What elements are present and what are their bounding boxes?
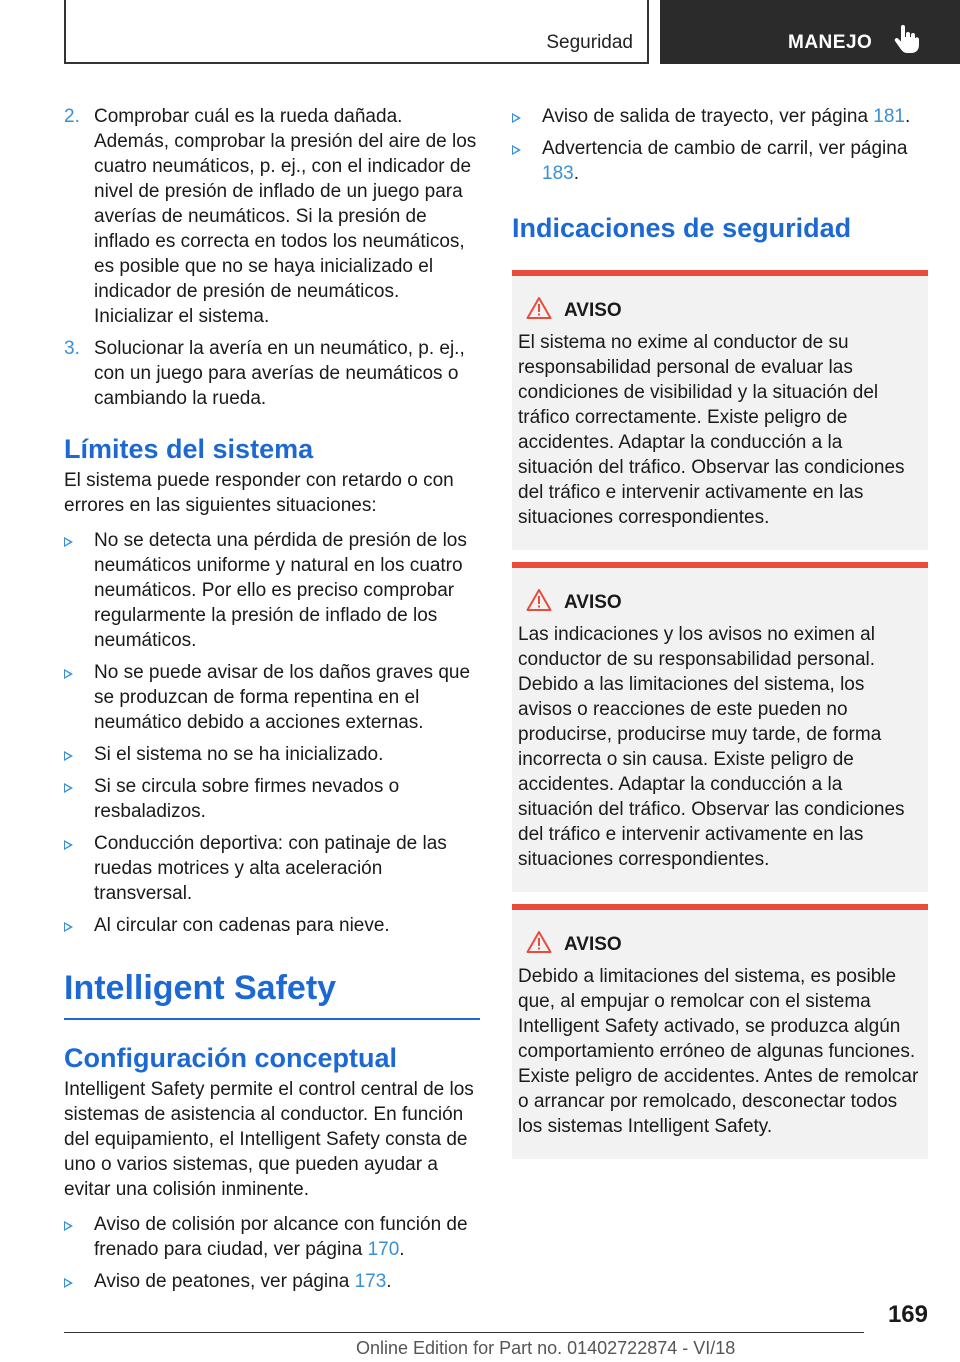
step-text: Comprobar cuál es la rueda dañada. Además, comprobar la presión del aire de los cuatro neumáticos, p. ej., con el indicador de nivel de presión de inflado de un juego para averías de neumáticos. Si la presión de inflado es correcta en todos los neumáticos, es posible que no se haya inicializado el indicador de presión de neumáticos. Inicializar el sistema.	[94, 106, 477, 327]
warning-title: AVISO	[564, 300, 622, 321]
warning-title: AVISO	[564, 934, 622, 955]
warning-box	[512, 270, 928, 550]
list-item-text: No se detecta una pérdida de presión de los neumáticos uniforme y natural en los cuatro neumáticos. Por ello es preciso comprobar regularmente la presión de inflado de los neumáticos.	[94, 530, 467, 651]
list-item-text: Si se circula sobre firmes nevados o resbaladizos.	[94, 776, 400, 822]
list-item-text: Aviso de colisión por alcance con función de frenado para ciudad, ver página	[94, 1214, 468, 1260]
page-number: 169	[887, 1301, 928, 1328]
footer-divider	[64, 1332, 864, 1333]
bullet-triangle-icon	[512, 113, 521, 123]
step-number: 2.	[64, 106, 80, 127]
limits-intro: El sistema puede responder con retardo o con errores en las siguientes situaciones:	[64, 470, 454, 516]
list-item-text: Aviso de peatones, ver página	[94, 1271, 355, 1292]
list-item-text: Aviso de salida de trayecto, ver página	[542, 106, 874, 127]
list-item	[512, 104, 928, 129]
period: .	[386, 1271, 392, 1292]
step-item	[64, 104, 480, 329]
step-item	[64, 336, 480, 411]
period: .	[905, 106, 911, 127]
warning-box	[512, 904, 928, 1159]
page-link[interactable]: 183	[542, 163, 574, 184]
bullet-triangle-icon	[64, 840, 73, 850]
hand-pointer-icon	[892, 24, 920, 54]
list-item-text: Si el sistema no se ha inicializado.	[94, 744, 384, 765]
warning-text: Las indicaciones y los avisos no eximen al conductor de su responsabilidad personal. Debido a las limitaciones del sistema, los avisos o reacciones de este pueden no producirse, producirse muy tarde, de forma incorrecta o sin causa. Existe peligro de accidentes. Adaptar la conducción a la situación del tráfico. Observar las condiciones del tráfico e intervenir activamente en las situaciones correspondientes.	[518, 624, 905, 870]
list-item	[64, 1212, 480, 1262]
limits-heading: Límites del sistema	[64, 434, 314, 464]
page-link[interactable]: 173	[354, 1271, 387, 1292]
safety-heading: Indicaciones de seguridad	[512, 213, 852, 243]
bullet-triangle-icon	[64, 1221, 73, 1231]
warning-triangle-icon	[526, 296, 552, 320]
concept-text: Intelligent Safety permite el control central de los sistemas de asistencia al conductor. En función del equipamiento, el Intelligent Safety consta de uno o varios sistemas, que pueden ayudar a evitar una colisión inminente.	[64, 1079, 474, 1200]
section-title: Seguridad	[546, 32, 633, 53]
bullet-triangle-icon	[64, 669, 73, 679]
main-heading: Intelligent Safety	[64, 968, 480, 1020]
header-section-box	[64, 0, 649, 64]
list-item-text: Advertencia de cambio de carril, ver página	[542, 138, 908, 159]
list-item	[64, 913, 480, 938]
edition-footer: Online Edition for Part no. 01402722874 - VI/18	[356, 1338, 736, 1358]
bullet-triangle-icon	[64, 922, 73, 932]
list-item	[64, 1269, 480, 1294]
step-text: Solucionar la avería en un neumático, p. ej., con un juego para averías de neumáticos o cambiando la rueda.	[94, 338, 465, 409]
bullet-triangle-icon	[64, 537, 73, 547]
bullet-triangle-icon	[512, 145, 521, 155]
warning-title: AVISO	[564, 592, 622, 613]
list-item	[64, 660, 480, 735]
concept-heading: Configuración conceptual	[64, 1043, 398, 1073]
chapter-tab-label: MANEJO	[788, 32, 873, 53]
bullet-triangle-icon	[64, 1278, 73, 1288]
list-item-text: Al circular con cadenas para nieve.	[94, 915, 390, 936]
list-item-text: Conducción deportiva: con patinaje de las ruedas motrices y alta aceleración transversal.	[94, 833, 447, 904]
page-link[interactable]: 181	[873, 106, 905, 127]
warning-text: El sistema no exime al conductor de su responsabilidad personal de evaluar las condiciones de visibilidad y la situación del tráfico correctamente. Existe peligro de accidentes. Adaptar la conducción a la situación del tráfico. Observar las condiciones del tráfico e intervenir activamente en las situaciones correspondientes.	[518, 332, 905, 528]
warning-triangle-icon	[526, 930, 552, 954]
list-item-text: No se puede avisar de los daños graves que se produzcan de forma repentina en el neumático debido a acciones externas.	[94, 662, 471, 733]
list-item	[512, 136, 928, 186]
list-item	[64, 528, 480, 653]
step-number: 3.	[64, 338, 80, 359]
period: .	[573, 163, 579, 184]
bullet-triangle-icon	[64, 783, 73, 793]
period: .	[399, 1239, 405, 1260]
bullet-triangle-icon	[64, 751, 73, 761]
warning-box	[512, 562, 928, 892]
list-item	[64, 831, 480, 906]
page-link[interactable]: 170	[367, 1239, 400, 1260]
right-column	[512, 104, 928, 1159]
chapter-tab[interactable]	[660, 0, 960, 64]
list-item	[64, 742, 480, 767]
warning-text: Debido a limitaciones del sistema, es posible que, al empujar o remolcar con el sistema Intelligent Safety activado, se produzca algún comportamiento erróneo de algunas funciones. Existe peligro de accidentes. Antes de remolcar o arrancar por remolcado, desconectar todos los sistemas Intelligent Safety.	[518, 966, 919, 1137]
list-item	[64, 774, 480, 824]
left-column	[64, 104, 480, 1294]
warning-triangle-icon	[526, 588, 552, 612]
